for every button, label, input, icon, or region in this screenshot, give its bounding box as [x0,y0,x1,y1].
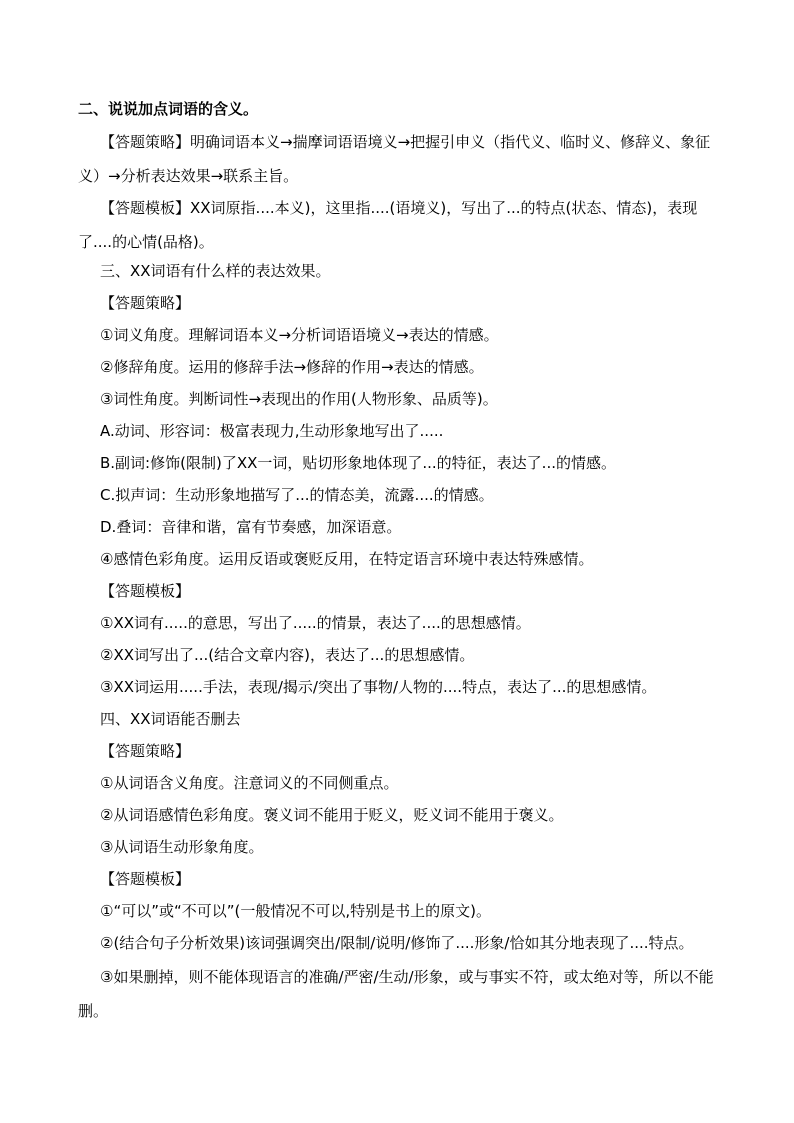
section-heading-expression: 三、XX词语有什么样的表达效果。 [100,262,331,280]
template-item: ③如果删掉，则不能体现语言的准确/严密/生动/形象，或与事实不符，或太绝对等，所以不能删。 [78,968,714,1020]
strategy-paragraph-meaning: 【答题策略】明确词语本义→揣摩词语语境义→把握引申义（指代义、临时义、修辞义、象征义）→分析表达效果→联系主旨。 [78,133,711,185]
strategy-item: ④感情色彩角度。运用反语或褒贬反用，在特定语言环境中表达特殊感情。 [100,550,594,568]
template-item: ①“可以”或“不可以”(一般情况不可以,特别是书上的原文)。 [100,902,492,920]
template-item: ②XX词写出了...(结合文章内容)，表达了...的思想感情。 [100,646,475,664]
strategy-item: ①从词语含义角度。注意词义的不同侧重点。 [100,774,399,792]
strategy-item: C.拟声词：生动形象地描写了...的情态美，流露....的情感。 [100,486,494,504]
strategy-label: 【答题策略】 [100,742,191,760]
template-paragraph-meaning: 【答题模板】XX词原指....本义)，这里指....(语境义)，写出了...的特点(状态、情态)，表现了....的心情(品格)。 [78,199,698,251]
template-label: 【答题模板】 [100,870,191,888]
section-heading-meaning: 二、说说加点词语的含义。 [78,100,259,118]
strategy-item: ③从词语生动形象角度。 [100,838,264,856]
template-label: 【答题模板】 [100,582,191,600]
template-item: ①XX词有.....的意思，写出了.....的情景，表达了....的思想感情。 [100,614,531,632]
strategy-item: B.副词:修饰(限制)了XX一词，贴切形象地体现了...的特征，表达了...的情感。 [100,454,616,472]
strategy-item: A.动词、形容词：极富表现力,生动形象地写出了..... [100,422,444,440]
strategy-item: ③词性角度。判断词性→表现出的作用(人物形象、品质等)。 [100,390,498,408]
strategy-item: D.叠词：音律和谐，富有节奏感，加深语意。 [100,518,402,536]
strategy-item: ②修辞角度。运用的修辞手法→修辞的作用→表达的情感。 [100,358,484,376]
strategy-label: 【答题策略】 [100,294,191,312]
strategy-item: ②从词语感情色彩角度。褒义词不能用于贬义，贬义词不能用于褒义。 [100,806,564,824]
template-item: ②(结合句子分析效果)该词强调突出/限制/说明/修饰了....形象/恰如其分地表现了....特点。 [100,934,694,952]
section-heading-deletion: 四、XX词语能否删去 [100,710,241,728]
strategy-item: ①词义角度。理解词语本义→分析词语语境义→表达的情感。 [100,326,499,344]
template-item: ③XX词运用.....手法，表现/揭示/突出了事物/人物的....特点，表达了...的思想感情。 [100,678,657,696]
